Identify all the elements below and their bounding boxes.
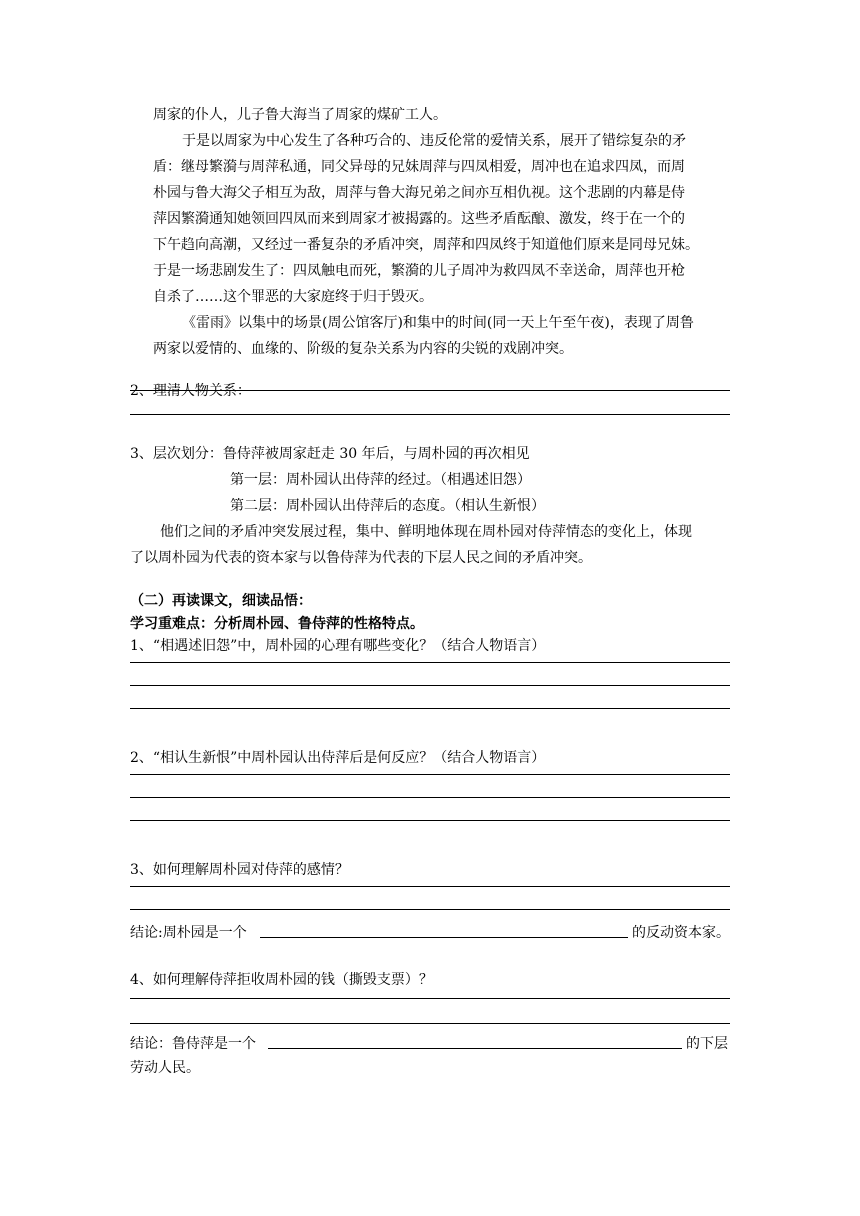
question-3: 3、如何理解周朴园对侍萍的感情？ — [130, 862, 349, 878]
part2-focus: 学习重难点：分析周朴园、鲁侍萍的性格特点。 — [130, 616, 424, 632]
intro-p1-line: 萍因繁漪通知她领回四凤而来到周家才被揭露的。这些矛盾酝酿、激发，终于在一个的 — [153, 211, 685, 227]
conclusion-3-blank[interactable] — [260, 937, 628, 938]
section2-title: 2、理清人物关系： — [130, 383, 251, 399]
intro-p1-line: 自杀了……这个罪恶的大家庭终于归于毁灭。 — [153, 289, 433, 305]
intro-p1-line: 于是一场悲剧发生了：四凤触电而死，繁漪的儿子周冲为救四凤不幸送命，周萍也开枪 — [153, 263, 685, 279]
answer-line[interactable] — [130, 662, 730, 663]
intro-p1-line: 下午趋向高潮，又经过一番复杂的矛盾冲突，周萍和四凤终于知道他们原来是同母兄妹。 — [153, 237, 699, 253]
question-4: 4、如何理解侍萍拒收周朴园的钱（撕毁支票）？ — [130, 972, 433, 988]
conclusion-3-suffix: 的反动资本家。 — [632, 925, 730, 941]
question-1: 1、“相遇述旧怨”中，周朴园的心理有哪些变化？（结合人物语言） — [130, 638, 546, 654]
conclusion-4-suffix: 的下层 — [686, 1036, 728, 1052]
answer-line[interactable] — [130, 797, 730, 798]
answer-line[interactable] — [130, 1023, 730, 1024]
section3-layer2: 第二层：周朴园认出侍萍后的态度。（相认生新恨） — [230, 498, 545, 514]
section3-para-line: 了以周朴园为代表的资本家与以鲁侍萍为代表的下层人民之间的矛盾冲突。 — [130, 550, 592, 566]
part2-heading: （二）再读课文，细读品悟： — [130, 593, 312, 609]
conclusion-4-end: 劳动人民。 — [130, 1060, 200, 1076]
answer-line[interactable] — [130, 909, 730, 910]
answer-line[interactable] — [130, 390, 730, 391]
conclusion-4-prefix: 结论：鲁侍萍是一个 — [130, 1036, 256, 1052]
section3-layer1: 第一层：周朴园认出侍萍的经过。（相遇述旧怨） — [230, 472, 531, 488]
intro-p2-line: 两家以爱情的、血缘的、阶级的复杂关系为内容的尖锐的戏剧冲突。 — [153, 341, 573, 357]
intro-p2-line: 《雷雨》以集中的场景(周公馆客厅)和集中的时间(同一天上午至午夜)，表现了周鲁 — [182, 315, 694, 331]
answer-line[interactable] — [130, 414, 730, 415]
answer-line[interactable] — [130, 685, 730, 686]
intro-p1-line: 朴园与鲁大海父子相互为敌，周萍与鲁大海兄弟之间亦互相仇视。这个悲剧的内幕是侍 — [153, 185, 685, 201]
section3-para-line: 他们之间的矛盾冲突发展过程，集中、鲜明地体现在周朴园对侍萍情态的变化上，体现 — [160, 524, 692, 540]
section3-title: 3、层次划分：鲁侍萍被周家赶走 30 年后，与周朴园的再次相见 — [130, 446, 530, 462]
conclusion-4-blank[interactable] — [268, 1048, 682, 1049]
intro-p1-line: 盾：继母繁漪与周萍私通，同父异母的兄妹周萍与四凤相爱，周冲也在追求四凤，而周 — [153, 159, 685, 175]
answer-line[interactable] — [130, 998, 730, 999]
answer-line[interactable] — [130, 886, 730, 887]
answer-line[interactable] — [130, 820, 730, 821]
conclusion-3-prefix: 结论:周朴园是一个 — [130, 925, 247, 941]
question-2: 2、“相认生新恨”中周朴园认出侍萍后是何反应？（结合人物语言） — [130, 750, 546, 766]
intro-line-0: 周家的仆人，儿子鲁大海当了周家的煤矿工人。 — [153, 107, 447, 123]
answer-line[interactable] — [130, 774, 730, 775]
answer-line[interactable] — [130, 708, 730, 709]
intro-p1-line: 于是以周家为中心发生了各种巧合的、违反伦常的爱情关系，展开了错综复杂的矛 — [182, 133, 686, 149]
